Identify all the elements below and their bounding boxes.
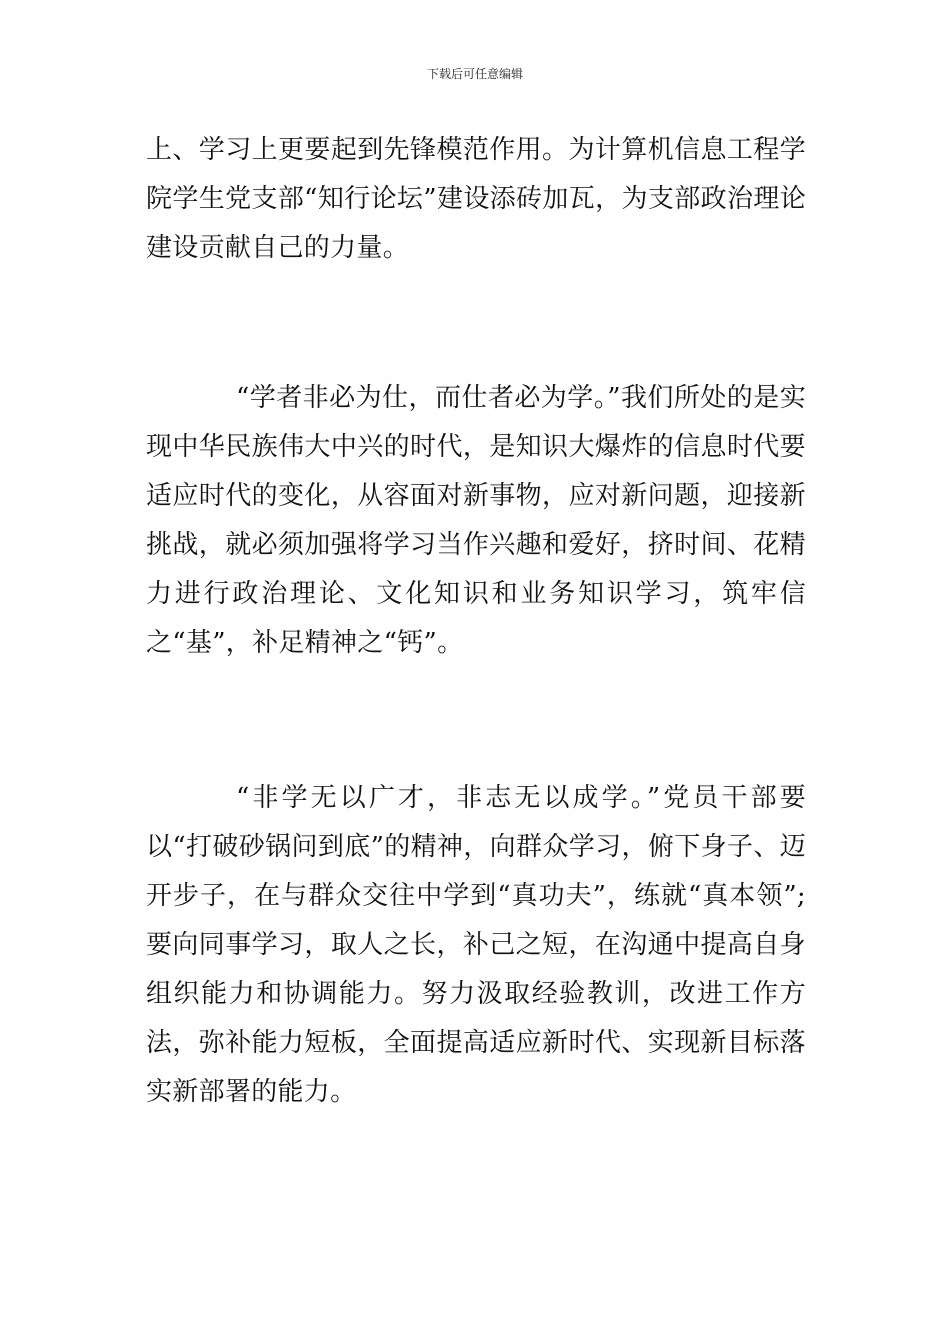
paragraph-block-2 xyxy=(146,374,806,668)
paragraph-1: 上、学习上更要起到先锋模范作用。为计算机信息工程学院学生党支部“知行论坛”建设添砖加瓦，为支部政治理论建设贡献自己的力量。 xyxy=(146,135,806,263)
paragraph-3: “非学无以广才，非志无以成学。”党员干部要以“打破砂锅问到底”的精神，向群众学习，俯下身子、迈开步子，在与群众交往中学到“真功夫”，练就“真本领”;要向同事学习，取人之长，补己之短，在沟通中提高自身组织能力和协调能力。努力汲取经验教训，改进工作方法，弥补能力短板，全面提高适应新时代、实现新目标落实新部署的能力。 xyxy=(146,783,806,1107)
page-header: 下载后可任意编辑 xyxy=(426,67,523,81)
paragraph-block-1 xyxy=(146,126,806,273)
paragraph-block-3 xyxy=(146,774,806,1117)
paragraph-2: “学者非必为仕，而仕者必为学。”我们所处的是实现中华民族伟大中兴的时代，是知识大爆炸的信息时代要适应时代的变化，从容面对新事物，应对新问题，迎接新挑战，就必须加强将学习当作兴趣和爱好，挤时间、花精力进行政治理论、文化知识和业务知识学习，筑牢信之“基”，补足精神之“钙”。 xyxy=(146,383,806,658)
